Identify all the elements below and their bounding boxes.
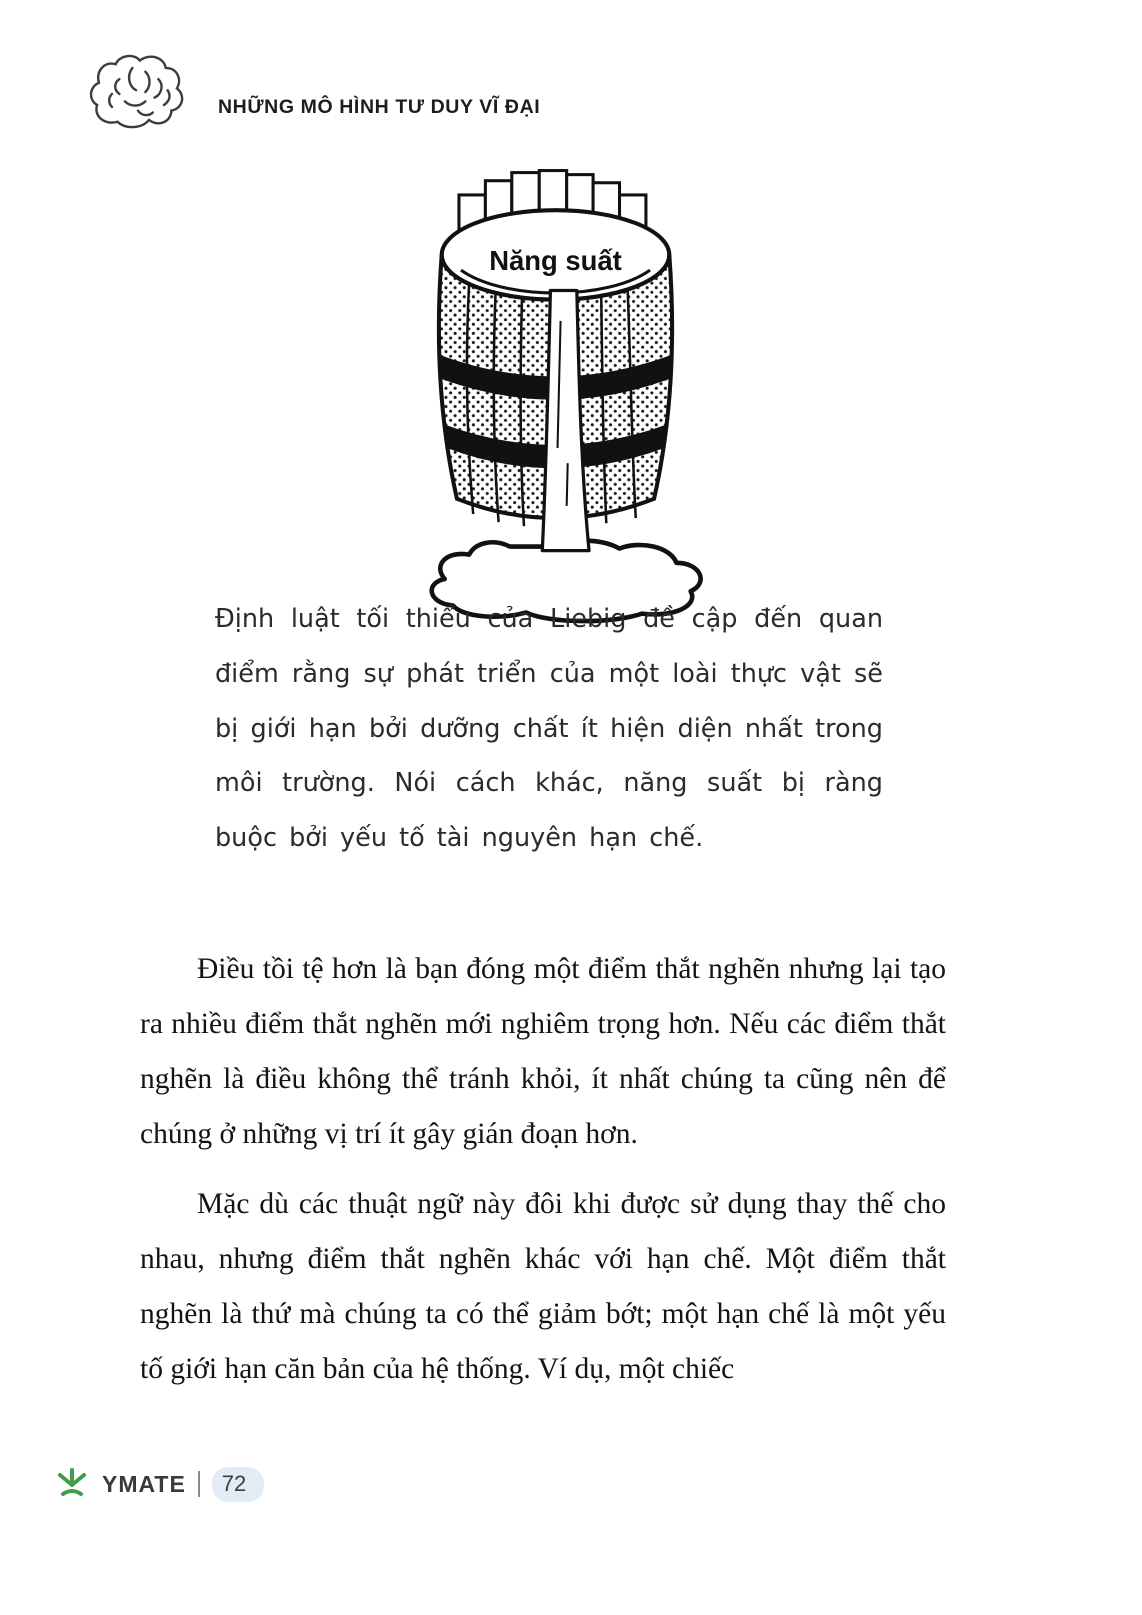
footer-brand: YMATE — [102, 1470, 186, 1497]
liebig-barrel-figure — [398, 148, 718, 626]
figure-label: Năng suất — [489, 245, 622, 277]
body-text — [140, 942, 946, 1397]
body-paragraph: Điều tồi tệ hơn là bạn đóng một điểm thắt nghẽn nhưng lại tạo ra nhiều điểm thắt nghẽn mới nghiêm trọng hơn. Nếu các điểm thắt nghẽn là điều không thể tránh khỏi, ít nhất chúng ta cũng nên để chúng ở những vị trí ít gây gián đoạn hơn. — [140, 953, 946, 1151]
body-paragraph: Mặc dù các thuật ngữ này đôi khi được sử dụng thay thế cho nhau, nhưng điểm thắt nghẽn khác với hạn chế. Một điểm thắt nghẽn là thứ mà chúng ta có thể giảm bớt; một hạn chế là một yếu tố giới hạn căn bản của hệ thống. Ví dụ, một chiếc — [140, 1187, 946, 1386]
figure-caption: Định luật tối thiểu của Liebig đề cập đến quan điểm rằng sự phát triển của một loài thực vật sẽ bị giới hạn bởi dưỡng chất ít hiện diện nhất trong môi trường. Nói cách khác, năng suất bị ràng buộc bởi yếu tố tài nguyên hạn chế. — [215, 604, 883, 854]
page-footer — [54, 1462, 264, 1506]
brain-icon — [86, 50, 188, 136]
footer-divider — [198, 1471, 200, 1497]
page-header-title: NHỮNG MÔ HÌNH TƯ DUY VĨ ĐẠI — [218, 96, 541, 118]
ymate-logo-icon — [54, 1464, 90, 1505]
page-number: 72 — [212, 1467, 264, 1502]
